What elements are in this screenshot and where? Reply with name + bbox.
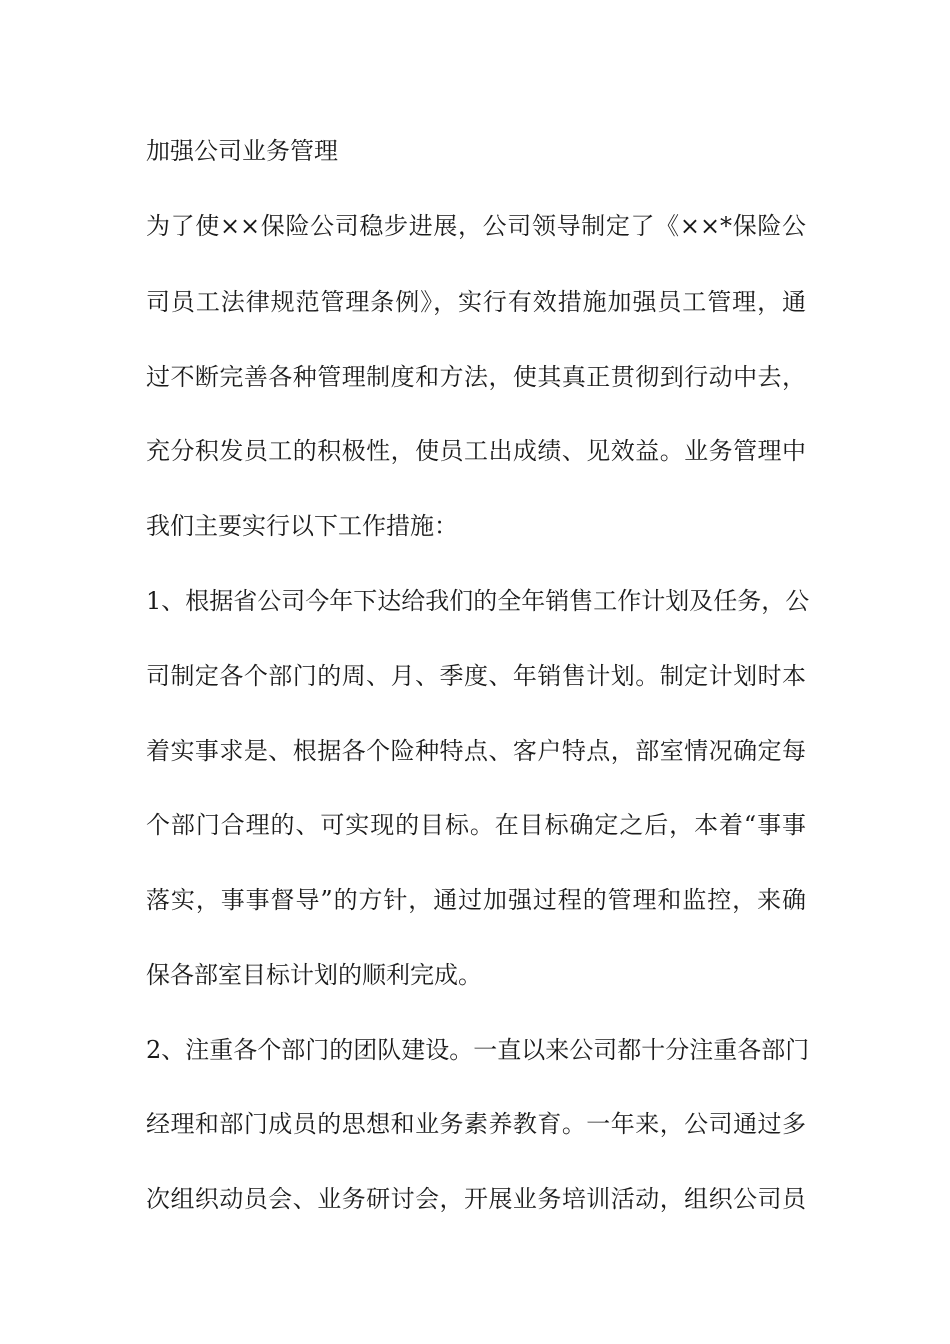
paragraph-3-line-2: 经理和部门成员的思想和业务素养教育。一年来，公司通过多 bbox=[146, 1110, 806, 1138]
document-title: 加强公司业务管理 bbox=[146, 137, 338, 165]
paragraph-2-line-3: 着实事求是、根据各个险种特点、客户特点，部室情况确定每 bbox=[146, 737, 806, 765]
paragraph-2-line-6: 保各部室目标计划的顺利完成。 bbox=[146, 961, 482, 989]
paragraph-1-line-3: 过不断完善各种管理制度和方法，使其真正贯彻到行动中去， bbox=[146, 363, 806, 391]
paragraph-3-line-3: 次组织动员会、业务研讨会，开展业务培训活动，组织公司员 bbox=[146, 1185, 806, 1213]
paragraph-3-line-1: 2、注重各个部门的团队建设。一直以来公司都十分注重各部门 bbox=[146, 1036, 810, 1064]
paragraph-1-line-2: 司员工法律规范管理条例》，实行有效措施加强员工管理，通 bbox=[146, 288, 806, 316]
paragraph-2-line-2: 司制定各个部门的周、月、季度、年销售计划。制定计划时本 bbox=[146, 662, 806, 690]
paragraph-2-line-1: 1、根据省公司今年下达给我们的全年销售工作计划及任务，公 bbox=[146, 587, 810, 615]
paragraph-2-line-4: 个部门合理的、可实现的目标。在目标确定之后，本着“事事 bbox=[146, 811, 806, 839]
paragraph-1-line-4: 充分积发员工的积极性，使员工出成绩、见效益。业务管理中 bbox=[146, 437, 806, 465]
paragraph-2-line-5: 落实，事事督导”的方针，通过加强过程的管理和监控，来确 bbox=[146, 886, 806, 914]
paragraph-1-line-5: 我们主要实行以下工作措施： bbox=[146, 512, 458, 540]
paragraph-1-line-1: 为了使××保险公司稳步进展，公司领导制定了《××*保险公 bbox=[146, 212, 806, 240]
